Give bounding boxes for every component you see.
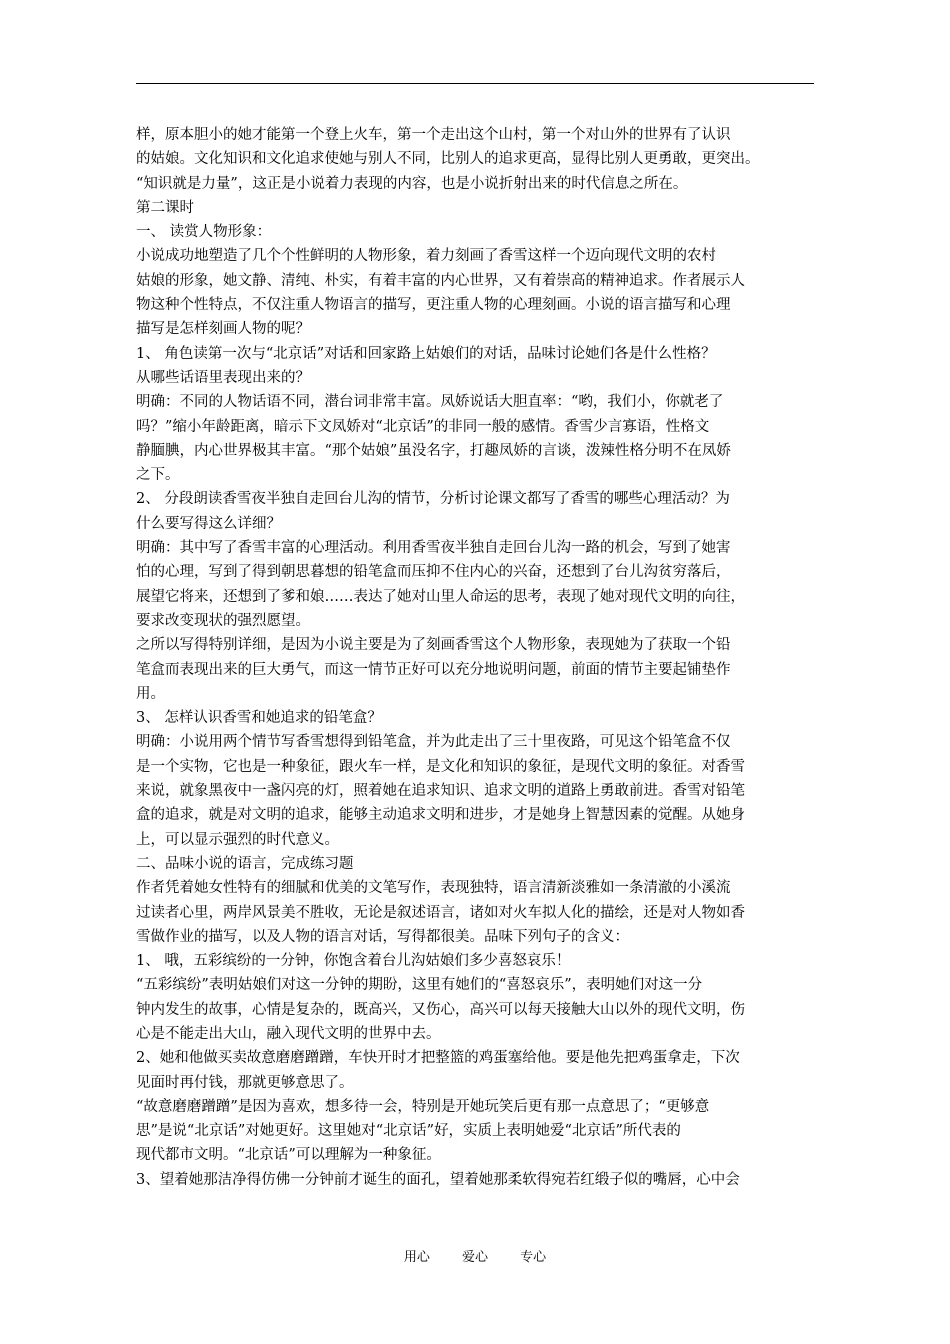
- text-line: 姑娘的形象，她文静、清纯、朴实，有着丰富的内心世界，又有着崇高的精神追求。作者展示人: [136, 272, 745, 289]
- text-line: 明确：其中写了香雪丰富的心理活动。利用香雪夜半独自走回台儿沟一路的机会，写到了她害: [136, 540, 731, 557]
- page-footer: [0, 1250, 950, 1266]
- text-line: 怕的心理，写到了得到朝思暮想的铅笔盒而压抑不住内心的兴奋，还想到了台儿沟贫穷落后，: [136, 564, 731, 581]
- text-line: 描写是怎样刻画人物的呢？: [136, 321, 310, 338]
- text-line: 盒的追求，就是对文明的追求，能够主动追求文明和进步，才是她身上智慧因素的觉醒。从她身: [136, 807, 745, 824]
- text-line: 二、品味小说的语言，完成练习题: [136, 855, 354, 872]
- text-line: “五彩缤纷”表明姑娘们对这一分钟的期盼，这里有她们的“喜怒哀乐”，表明她们对这一分: [136, 977, 703, 994]
- text-line: 2、 分段朗读香雪夜半独自走回台儿沟的情节，分析讨论课文都写了香雪的哪些心理活动？为: [136, 491, 730, 508]
- text-line: 从哪些话语里表现出来的？: [136, 369, 310, 386]
- text-line: 小说成功地塑造了几个个性鲜明的人物形象，着力刻画了香雪这样一个迈向现代文明的农村: [136, 248, 716, 265]
- text-line: 明确：不同的人物话语不同，潜台词非常丰富。凤娇说话大胆直率：“哟，我们小，你就老了: [136, 394, 724, 411]
- footer-text-left: 用心: [403, 1250, 430, 1265]
- text-line: 作者凭着她女性特有的细腻和优美的文笔写作，表现独特，语言清新淡雅如一条清澈的小溪流: [136, 880, 731, 897]
- header-rule: [136, 83, 814, 84]
- text-line: 的姑娘。文化知识和文化追求使她与别人不同，比别人的追求更高，显得比别人更勇敢，更突出。: [136, 151, 760, 168]
- footer-text-right: 专心: [520, 1250, 547, 1265]
- text-line: 思”是说“北京话”对她更好。这里她对“北京话”好，实质上表明她爱“北京话”所代表的: [136, 1123, 681, 1140]
- text-line: 吗？”缩小年龄距离，暗示下文凤娇对“北京话”的非同一般的感情。香雪少言寡语，性格文: [136, 418, 710, 435]
- text-line: “知识就是力量”，这正是小说着力表现的内容，也是小说折射出来的时代信息之所在。: [136, 175, 688, 192]
- text-line: 之下。: [136, 467, 180, 484]
- text-line: 一、 读赏人物形象：: [136, 224, 272, 241]
- text-line: 上，可以显示强烈的时代意义。: [136, 831, 339, 848]
- text-line: 样，原本胆小的她才能第一个登上火车，第一个走出这个山村，第一个对山外的世界有了认识: [136, 127, 731, 143]
- text-line: 钟内发生的故事，心情是复杂的，既高兴，又伤心，高兴可以每天接触大山以外的现代文明，伤: [136, 1001, 745, 1018]
- text-line: “故意磨磨蹭蹭”是因为喜欢，想多待一会，特别是开她玩笑后更有那一点意思了；“更够意: [136, 1098, 710, 1115]
- text-line: 什么要写得这么详细？: [136, 515, 281, 532]
- footer-text-middle: 爱心: [461, 1250, 488, 1265]
- text-line: 过读者心里，两岸风景美不胜收，无论是叙述语言，诸如对火车拟人化的描绘，还是对人物如香: [136, 904, 745, 921]
- text-line: 第二课时: [136, 199, 194, 216]
- text-line: 心是不能走出大山，融入现代文明的世界中去。: [136, 1025, 441, 1042]
- text-line: 1、 角色读第一次与“北京话”对话和回家路上姑娘们的对话，品味讨论她们各是什么性格？: [136, 345, 716, 362]
- text-line: 1、 哦，五彩缤纷的一分钟，你饱含着台儿沟姑娘们多少喜怒哀乐！: [136, 953, 571, 970]
- text-line: 之所以写得特别详细，是因为小说主要是为了刻画香雪这个人物形象，表现她为了获取一个铅: [136, 637, 731, 654]
- text-line: 见面时再付钱，那就更够意思了。: [136, 1074, 354, 1091]
- text-line: 要求改变现状的强烈愿望。: [136, 612, 310, 629]
- text-line: 用。: [136, 685, 165, 702]
- text-line: 笔盒而表现出来的巨大勇气，而这一情节正好可以充分地说明问题，前面的情节主要起铺垫作: [136, 661, 731, 678]
- text-line: 是一个实物，它也是一种象征，跟火车一样，是文化和知识的象征，是现代文明的象征。对香雪: [136, 758, 745, 775]
- text-line: 雪做作业的描写，以及人物的语言对话，写得都很美。品味下列句子的含义：: [136, 928, 629, 945]
- text-line: 物这种个性特点，不仅注重人物语言的描写，更注重人物的心理刻画。小说的语言描写和心理: [136, 297, 731, 314]
- text-line: 现代都市文明。“北京话”可以理解为一种象征。: [136, 1147, 441, 1164]
- text-line: 3、 怎样认识香雪和她追求的铅笔盒？: [136, 710, 382, 727]
- text-line: 静腼腆，内心世界极其丰富。“那个姑娘”虽没名字，打趣凤娇的言谈，泼辣性格分明不在凤娇: [136, 442, 731, 459]
- text-line: 明确：小说用两个情节写香雪想得到铅笔盒，并为此走出了三十里夜路，可见这个铅笔盒不仅: [136, 734, 731, 751]
- text-line: 2、她和他做买卖故意磨磨蹭蹭，车快开时才把整篮的鸡蛋塞给他。要是他先把鸡蛋拿走，下次: [136, 1050, 740, 1067]
- text-line: 展望它将来，还想到了爹和娘……表达了她对山里人命运的思考，表现了她对现代文明的向往，: [136, 588, 745, 605]
- text-line: 来说，就象黑夜中一盏闪亮的灯，照着她在追求知识、追求文明的道路上勇敢前进。香雪对铅笔: [136, 783, 745, 800]
- document-body: [136, 123, 816, 1192]
- text-line: 3、望着她那洁净得仿佛一分钟前才诞生的面孔，望着她那柔软得宛若红缎子似的嘴唇，心中会: [136, 1171, 740, 1188]
